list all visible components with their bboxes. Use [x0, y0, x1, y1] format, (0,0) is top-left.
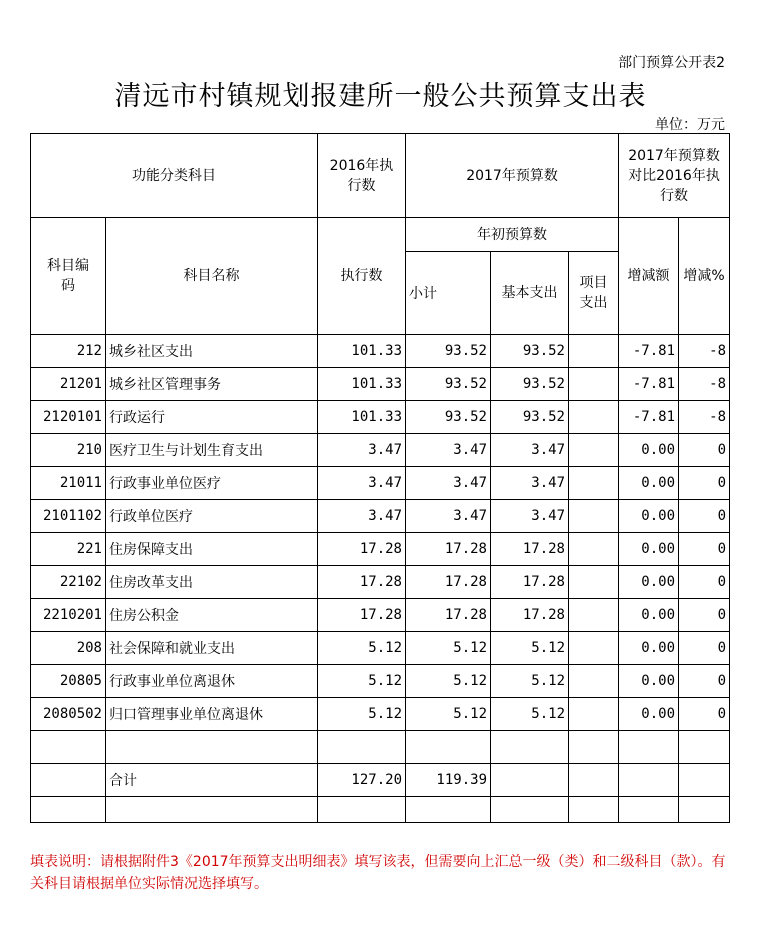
header-change-amount: 增减额: [619, 218, 679, 335]
row-pct: -8: [679, 368, 730, 401]
row-subtotal: 17.28: [406, 566, 491, 599]
row-pct: 0: [679, 566, 730, 599]
row-change: 0.00: [619, 599, 679, 632]
row-pct: -8: [679, 335, 730, 368]
row-change: 0.00: [619, 467, 679, 500]
table-number-note: 部门预算公开表2: [618, 55, 725, 71]
row-name: 住房保障支出: [106, 533, 318, 566]
row-change: 0.00: [619, 665, 679, 698]
table-row: [31, 533, 730, 566]
header-exec-2016: [318, 134, 406, 218]
header-func-class: 功能分类科目: [31, 134, 318, 218]
row-code: 210: [31, 434, 106, 467]
row-pct: 0: [679, 599, 730, 632]
table-row: [31, 665, 730, 698]
row-subtotal: 5.12: [406, 698, 491, 731]
row-exec: 17.28: [318, 599, 406, 632]
table-row: [31, 599, 730, 632]
fill-instructions: 填表说明：请根据附件3《2017年预算支出明细表》填写该表，但需要向上汇总一级（类）和二级科目（款）。有关科目请根据单位实际情况选择填写。: [30, 854, 726, 892]
table-row: [31, 698, 730, 731]
row-change: 0.00: [619, 698, 679, 731]
row-basic: 5.12: [491, 665, 569, 698]
header-project: [569, 252, 619, 335]
row-code: 20805: [31, 665, 106, 698]
header-subtotal: 小计: [406, 252, 491, 335]
row-pct: 0: [679, 632, 730, 665]
row-basic: 93.52: [491, 335, 569, 368]
header-project-text: 项目支出: [579, 275, 608, 311]
header-code-text: 科目编码: [47, 258, 89, 294]
total-label: 合计: [106, 764, 318, 797]
row-name: 城乡社区管理事务: [106, 368, 318, 401]
table-row: [31, 566, 730, 599]
row-name: 医疗卫生与计划生育支出: [106, 434, 318, 467]
total-row: [31, 764, 730, 797]
row-change: 0.00: [619, 434, 679, 467]
header-compare-text: 2017年预算数对比2016年执行数: [628, 147, 720, 204]
budget-table: [30, 133, 730, 823]
row-project: [569, 566, 619, 599]
row-subtotal: 3.47: [406, 467, 491, 500]
row-name: 行政事业单位离退休: [106, 665, 318, 698]
table-row: [31, 401, 730, 434]
row-basic: 17.28: [491, 566, 569, 599]
row-change: 0.00: [619, 533, 679, 566]
row-pct: -8: [679, 401, 730, 434]
row-subtotal: 17.28: [406, 599, 491, 632]
page-title: 清远市村镇规划报建所一般公共预算支出表: [114, 81, 647, 112]
row-exec: 3.47: [318, 434, 406, 467]
header-compare: [619, 134, 730, 218]
row-subtotal: 5.12: [406, 665, 491, 698]
row-change: -7.81: [619, 401, 679, 434]
table-row: [31, 500, 730, 533]
row-project: [569, 500, 619, 533]
row-subtotal: 17.28: [406, 533, 491, 566]
row-name: 城乡社区支出: [106, 335, 318, 368]
header-name: 科目名称: [106, 218, 318, 335]
header-exec: 执行数: [318, 218, 406, 335]
row-basic: 3.47: [491, 500, 569, 533]
row-project: [569, 599, 619, 632]
row-code: 2210201: [31, 599, 106, 632]
blank-row-bottom: [31, 797, 730, 823]
table-row: [31, 335, 730, 368]
row-subtotal: 93.52: [406, 368, 491, 401]
row-code: 22102: [31, 566, 106, 599]
row-pct: 0: [679, 434, 730, 467]
row-code: 2120101: [31, 401, 106, 434]
row-project: [569, 368, 619, 401]
row-project: [569, 434, 619, 467]
row-code: 221: [31, 533, 106, 566]
row-change: 0.00: [619, 566, 679, 599]
row-subtotal: 3.47: [406, 500, 491, 533]
row-project: [569, 401, 619, 434]
row-code: 21011: [31, 467, 106, 500]
unit-label: 单位：万元: [655, 117, 725, 133]
row-basic: 17.28: [491, 533, 569, 566]
header-initial-budget: 年初预算数: [406, 218, 619, 252]
row-subtotal: 5.12: [406, 632, 491, 665]
total-subtotal: 119.39: [406, 764, 491, 797]
header-exec-2016-text: 2016年执行数: [329, 157, 394, 194]
row-exec: 101.33: [318, 401, 406, 434]
row-subtotal: 93.52: [406, 335, 491, 368]
row-code: 21201: [31, 368, 106, 401]
row-exec: 3.47: [318, 467, 406, 500]
row-exec: 17.28: [318, 566, 406, 599]
row-project: [569, 533, 619, 566]
row-project: [569, 698, 619, 731]
row-name: 行政运行: [106, 401, 318, 434]
blank-row: [31, 731, 730, 764]
row-basic: 5.12: [491, 632, 569, 665]
row-subtotal: 3.47: [406, 434, 491, 467]
row-name: 住房改革支出: [106, 566, 318, 599]
table-row: [31, 467, 730, 500]
row-pct: 0: [679, 665, 730, 698]
row-basic: 93.52: [491, 368, 569, 401]
row-code: 212: [31, 335, 106, 368]
table-row: [31, 632, 730, 665]
row-exec: 101.33: [318, 335, 406, 368]
row-code: 208: [31, 632, 106, 665]
row-name: 社会保障和就业支出: [106, 632, 318, 665]
table-row: [31, 434, 730, 467]
row-name: 住房公积金: [106, 599, 318, 632]
header-basic: 基本支出: [491, 252, 569, 335]
row-name: 行政单位医疗: [106, 500, 318, 533]
row-code: 2080502: [31, 698, 106, 731]
header-code: [31, 218, 106, 335]
row-exec: 5.12: [318, 698, 406, 731]
row-project: [569, 632, 619, 665]
row-name: 归口管理事业单位离退休: [106, 698, 318, 731]
row-pct: 0: [679, 698, 730, 731]
row-code: 2101102: [31, 500, 106, 533]
row-exec: 101.33: [318, 368, 406, 401]
row-exec: 3.47: [318, 500, 406, 533]
row-exec: 5.12: [318, 665, 406, 698]
row-basic: 3.47: [491, 467, 569, 500]
row-pct: 0: [679, 500, 730, 533]
row-basic: 5.12: [491, 698, 569, 731]
row-basic: 17.28: [491, 599, 569, 632]
row-pct: 0: [679, 467, 730, 500]
row-pct: 0: [679, 533, 730, 566]
row-change: 0.00: [619, 500, 679, 533]
row-change: -7.81: [619, 368, 679, 401]
header-change-percent: 增减%: [679, 218, 730, 335]
table-row: [31, 368, 730, 401]
row-name: 行政事业单位医疗: [106, 467, 318, 500]
row-change: -7.81: [619, 335, 679, 368]
row-subtotal: 93.52: [406, 401, 491, 434]
row-project: [569, 467, 619, 500]
total-exec: 127.20: [318, 764, 406, 797]
header-budget-2017: 2017年预算数: [406, 134, 619, 218]
row-project: [569, 665, 619, 698]
row-exec: 17.28: [318, 533, 406, 566]
row-exec: 5.12: [318, 632, 406, 665]
data-rows: [31, 335, 730, 731]
row-project: [569, 335, 619, 368]
row-change: 0.00: [619, 632, 679, 665]
row-basic: 93.52: [491, 401, 569, 434]
row-basic: 3.47: [491, 434, 569, 467]
